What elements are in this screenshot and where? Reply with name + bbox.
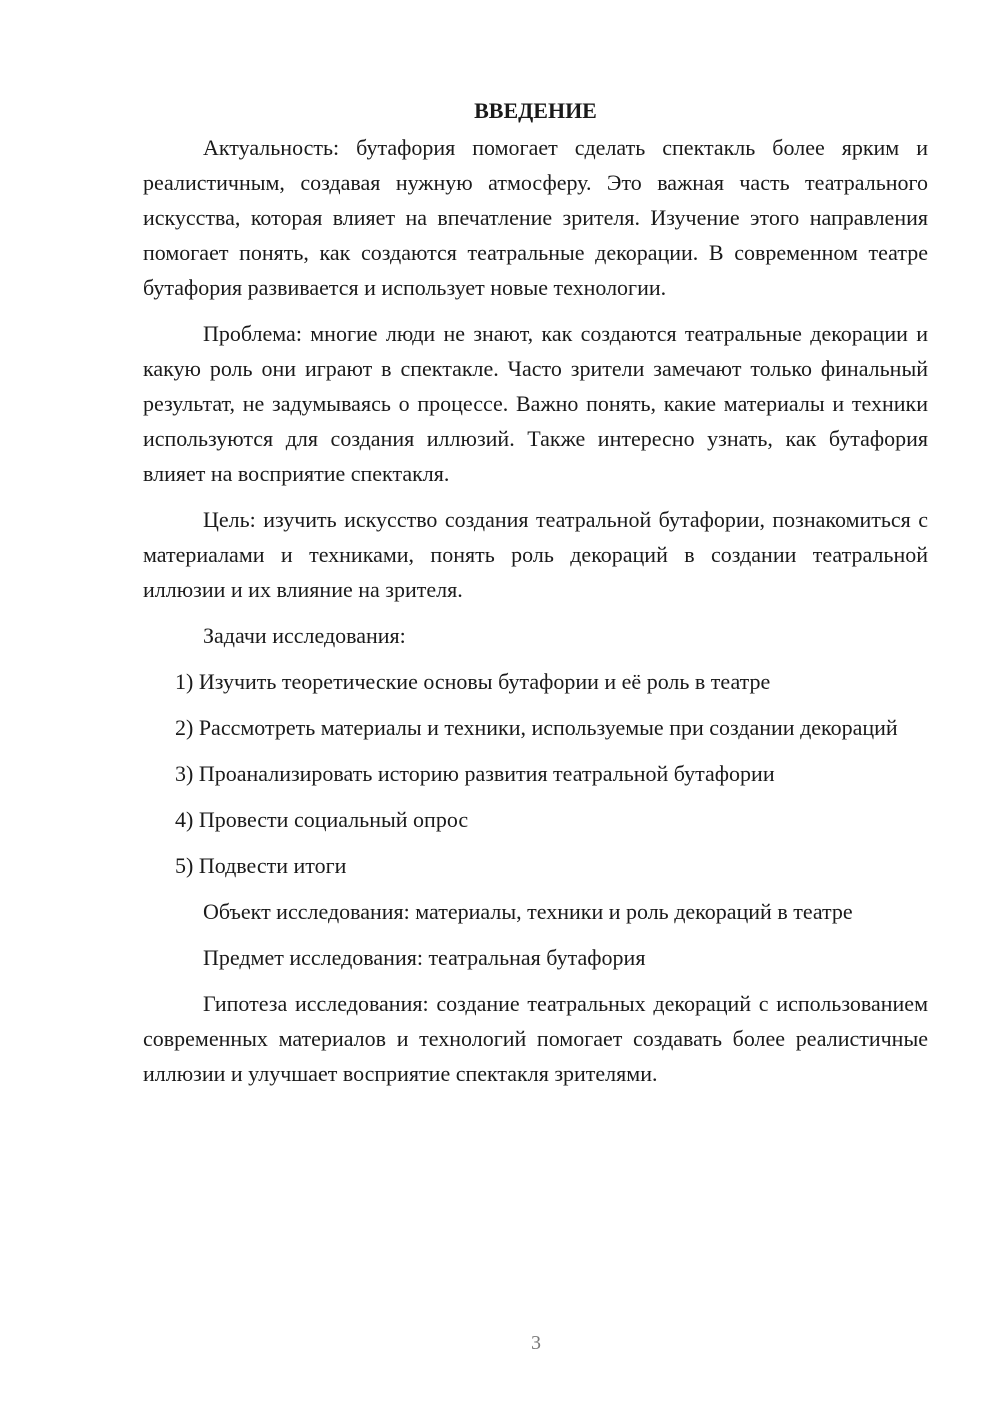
task-item-5: 5) Подвести итоги	[175, 853, 347, 878]
page-number: 3	[531, 1332, 541, 1354]
tasks-heading: Задачи исследования:	[203, 623, 406, 648]
relevance-paragraph: Актуальность: бутафория помогает сделать спектакль более ярким и реалистичным, создавая нужную атмосферу. Это важная часть театрального искусства, которая влияет на впечатление зрителя. Изучение этого направления помогает понять, как создаются театральные декорации. В современном театре бутафория развивается и использует новые технологии.	[143, 135, 928, 300]
problem-paragraph: Проблема: многие люди не знают, как создаются театральные декорации и какую роль они играют в спектакле. Часто зрители замечают только финальный результат, не задумываясь о процессе. Важно понять, какие материалы и техники используются для создания иллюзий. Также интересно узнать, как бутафория влияет на восприятие спектакля.	[143, 321, 928, 486]
object-paragraph: Объект исследования: материалы, техники и роль декораций в театре	[203, 899, 853, 924]
task-item-1: 1) Изучить теоретические основы бутафории и её роль в театре	[175, 669, 771, 694]
subject-paragraph: Предмет исследования: театральная бутафория	[203, 945, 646, 970]
task-item-2: 2) Рассмотреть материалы и техники, используемые при создании декораций	[175, 715, 898, 740]
hypothesis-paragraph: Гипотеза исследования: создание театральных декораций с использованием современных материалов и технологий помогает создавать более реалистичные иллюзии и улучшает восприятие спектакля зрителями.	[143, 991, 928, 1086]
page-title: ВВЕДЕНИЕ	[474, 98, 597, 123]
task-item-4: 4) Провести социальный опрос	[175, 807, 469, 832]
task-item-3: 3) Проанализировать историю развития театральной бутафории	[175, 761, 775, 786]
document-page	[143, 96, 928, 1102]
goal-paragraph: Цель: изучить искусство создания театральной бутафории, познакомиться с материалами и техниками, понять роль декораций в создании театральной иллюзии и их влияние на зрителя.	[143, 507, 928, 602]
